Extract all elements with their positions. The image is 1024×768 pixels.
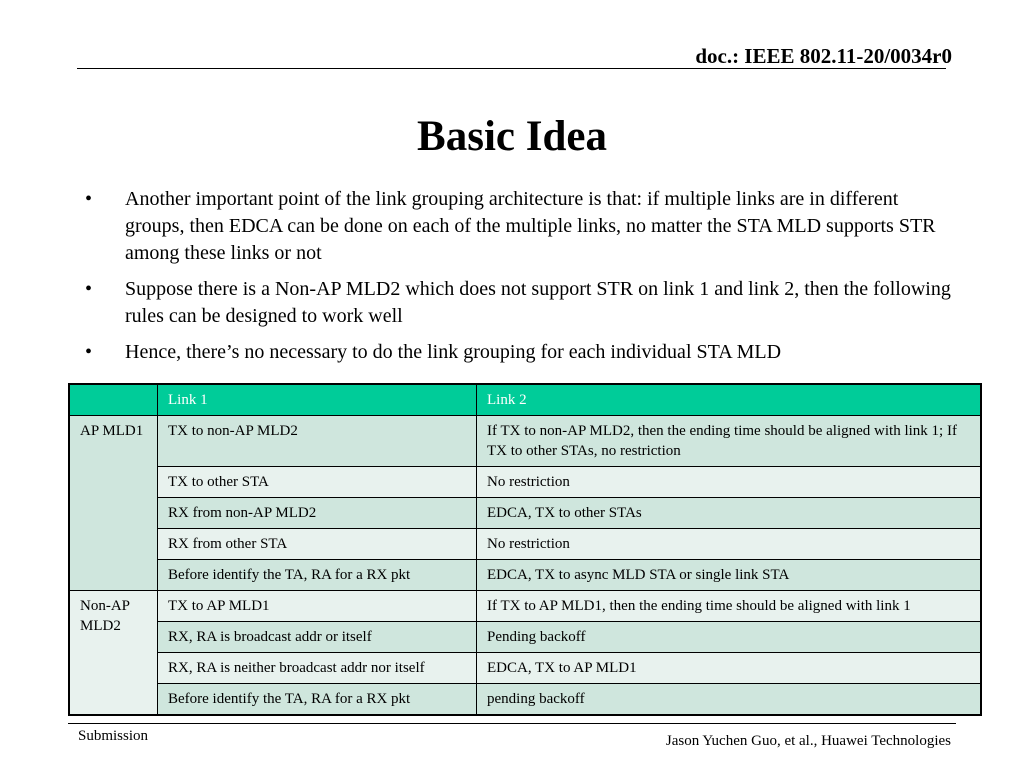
table-row — [69, 591, 981, 622]
link1-cell: Before identify the TA, RA for a RX pkt — [158, 560, 477, 591]
link2-cell: EDCA, TX to AP MLD1 — [477, 653, 982, 684]
table-row — [69, 622, 981, 653]
document-id: doc.: IEEE 802.11-20/0034r0 — [695, 44, 952, 68]
link2-cell: If TX to non-AP MLD2, then the ending time should be aligned with link 1; If TX to other STAs, no restriction — [477, 416, 982, 467]
link-rules-table — [68, 383, 982, 716]
link2-cell: No restriction — [477, 467, 982, 498]
link2-cell: EDCA, TX to other STAs — [477, 498, 982, 529]
header-cell-link1: Link 1 — [158, 384, 477, 416]
table-row — [69, 560, 981, 591]
table-row — [69, 467, 981, 498]
link2-cell: If TX to AP MLD1, then the ending time should be aligned with link 1 — [477, 591, 982, 622]
slide-title: Basic Idea — [417, 113, 607, 160]
table-row — [69, 653, 981, 684]
group-label-ap-mld1: AP MLD1 — [69, 416, 158, 591]
bullet-list — [85, 186, 955, 375]
table-header-row — [69, 384, 981, 416]
link1-cell: TX to other STA — [158, 467, 477, 498]
header-cell-link2: Link 2 — [477, 384, 982, 416]
header-cell-empty — [69, 384, 158, 416]
link2-cell: Pending backoff — [477, 622, 982, 653]
link1-cell: RX, RA is broadcast addr or itself — [158, 622, 477, 653]
bullet-text: Another important point of the link grouping architecture is that: if multiple links are in different groups, then EDCA can be done on each of the multiple links, no matter the STA MLD supports STR among these links or not — [125, 188, 936, 264]
link1-cell: RX from non-AP MLD2 — [158, 498, 477, 529]
footer-divider — [68, 723, 956, 724]
footer-author: Jason Yuchen Guo, et al., Huawei Technologies — [665, 733, 951, 749]
table-row — [69, 416, 981, 467]
bullet-text: Hence, there’s no necessary to do the link grouping for each individual STA MLD — [125, 341, 782, 363]
link1-cell: RX from other STA — [158, 529, 477, 560]
bullet-text: Suppose there is a Non-AP MLD2 which does not support STR on link 1 and link 2, then the following rules can be designed to work well — [125, 278, 951, 327]
table-row — [69, 529, 981, 560]
link2-cell: pending backoff — [477, 684, 982, 716]
bullet-item — [85, 276, 955, 330]
bullet-icon: • — [85, 188, 93, 210]
table-row — [69, 498, 981, 529]
table-row — [69, 684, 981, 716]
bullet-item — [85, 339, 955, 366]
link1-cell: TX to non-AP MLD2 — [158, 416, 477, 467]
link1-cell: Before identify the TA, RA for a RX pkt — [158, 684, 477, 716]
bullet-icon: • — [85, 278, 93, 300]
group-label-non-ap-mld2: Non-AP MLD2 — [69, 591, 158, 716]
link1-cell: RX, RA is neither broadcast addr nor itself — [158, 653, 477, 684]
bullet-icon: • — [85, 341, 93, 363]
link2-cell: EDCA, TX to async MLD STA or single link STA — [477, 560, 982, 591]
link2-cell: No restriction — [477, 529, 982, 560]
header-divider — [77, 68, 946, 69]
bullet-item — [85, 186, 955, 267]
footer-submission: Submission — [78, 728, 149, 744]
link1-cell: TX to AP MLD1 — [158, 591, 477, 622]
